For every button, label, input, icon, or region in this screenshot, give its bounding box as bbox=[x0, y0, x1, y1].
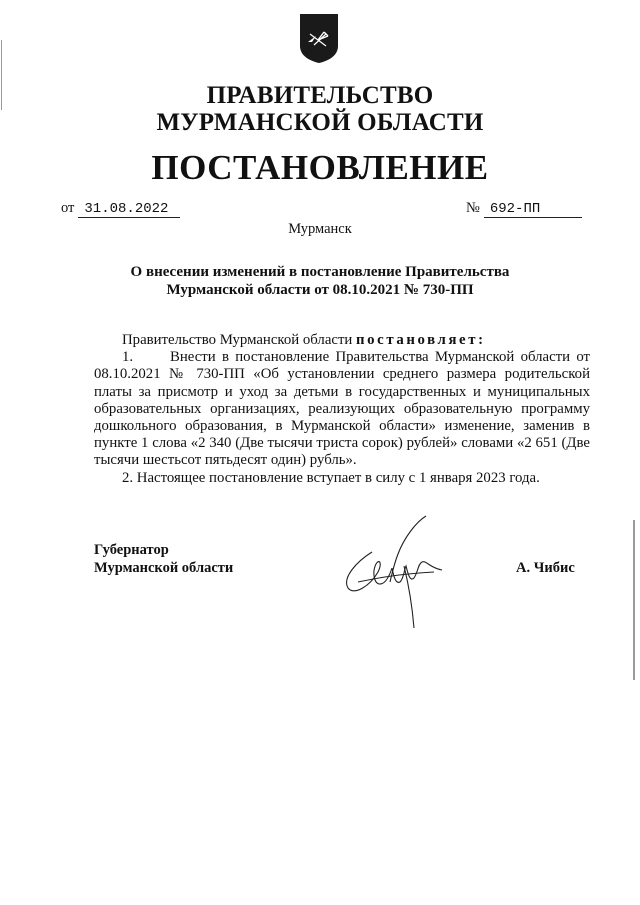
scan-edge-right bbox=[633, 520, 635, 680]
preamble-decree-word: постановляет: bbox=[356, 332, 486, 348]
item-1 bbox=[94, 349, 590, 469]
item-2: 2. Настоящее постановление вступает в силу с 1 января 2023 года. bbox=[122, 469, 540, 486]
date-line bbox=[61, 199, 180, 218]
signatory-name: А. Чибис bbox=[516, 560, 575, 576]
item-1-text: Внести в постановление Правительства Мурманской области от 08.10.2021 № 730-ПП «Об установлении среднего размера родительской платы за присмотр и уход за детьми в государственных и муниципальных образовательных организациях, реализующих образовательную программу дошкольного образования, в Мурманской области» изменение, заменив в пункте 1 слова «2 340 (Две тысячи триста сорок) рублей» словами «2 651 (Две тысячи шестьсот пятьдесят один) рубль». bbox=[94, 349, 590, 469]
subject-line-1: О внесении изменений в постановление Правительства bbox=[130, 264, 510, 280]
document-body bbox=[94, 332, 590, 487]
date-prefix: от bbox=[61, 200, 75, 216]
organization-line-2: МУРМАНСКОЙ ОБЛАСТИ bbox=[156, 109, 484, 136]
signatory-title-line-2: Мурманской области bbox=[94, 560, 234, 576]
preamble-text: Правительство Мурманской области bbox=[122, 332, 357, 348]
item-1-number: 1. bbox=[122, 349, 134, 366]
document-date: 31.08.2022 bbox=[78, 201, 180, 218]
organization-line-1: ПРАВИТЕЛЬСТВО bbox=[206, 82, 434, 109]
number-line bbox=[466, 199, 582, 218]
coat-of-arms-emblem bbox=[298, 12, 340, 64]
subject-line-2: Мурманской области от 08.10.2021 № 730-ПП bbox=[166, 282, 474, 298]
number-prefix: № bbox=[466, 200, 480, 216]
document-type-title: ПОСТАНОВЛЕНИЕ bbox=[151, 148, 489, 187]
handwritten-signature bbox=[338, 512, 458, 632]
city: Мурманск bbox=[288, 221, 352, 237]
signatory-title-line-1: Губернатор bbox=[94, 542, 169, 558]
document-number: 692-ПП bbox=[484, 201, 582, 218]
preamble bbox=[94, 332, 590, 349]
